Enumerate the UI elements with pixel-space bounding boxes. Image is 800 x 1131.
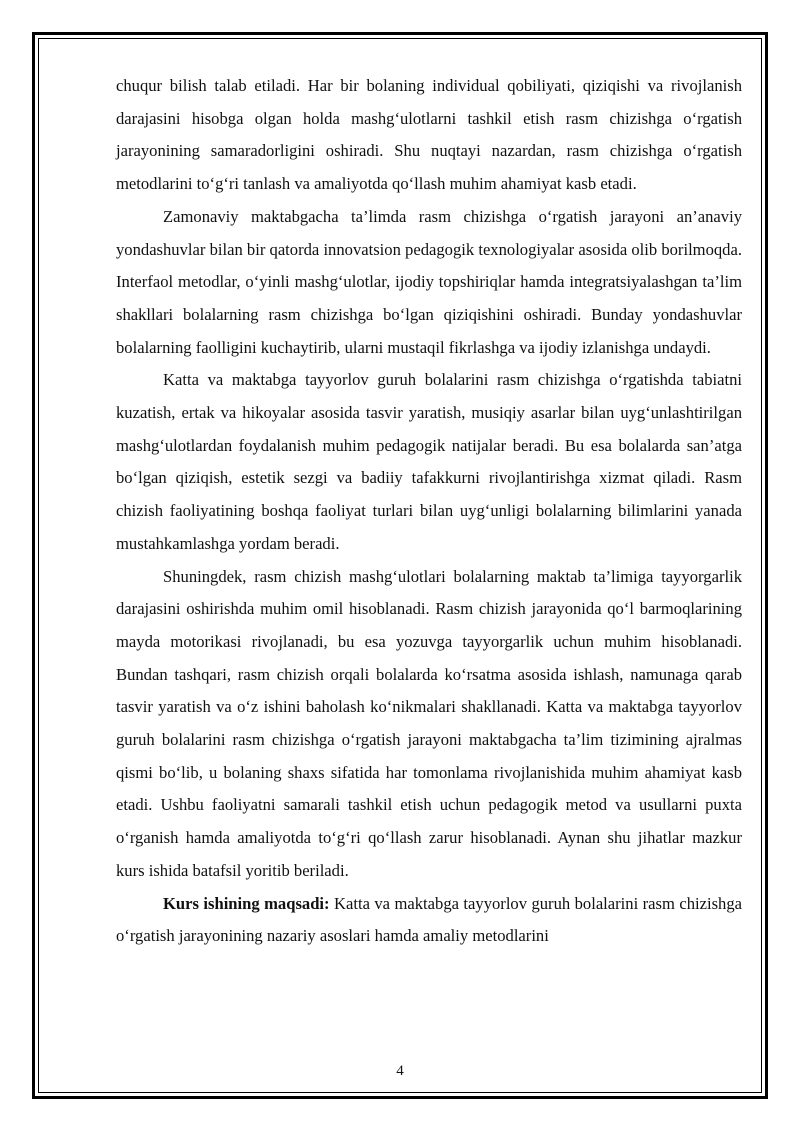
document-body [116,70,742,953]
paragraph-2: Zamonaviy maktabgacha ta’limda rasm chizishga o‘rgatish jarayoni an’anaviy yondashuvlar bilan bir qatorda innovatsion pedagogik texnologiyalar asosida olib borilmoqda. Interfaol metodlar, o‘yinli mashg‘ulotlar, ijodiy topshiriqlar hamda integratsiyalashgan ta’lim shakllari bolalarning rasm chizishga bo‘lgan qiziqishini oshiradi. Bunday yondashuvlar bolalarning faolligini kuchaytirib, ularni mustaqil fikrlashga va ijodiy izlanishga undaydi. [116,206,742,357]
section-lead-label: Kurs ishining maqsadi: [163,893,330,913]
paragraph-3: Katta va maktabga tayyorlov guruh bolalarini rasm chizishga o‘rgatishda tabiatni kuzatish, ertak va hikoyalar asosida tasvir yaratish, musiqiy asarlar bilan uyg‘unlashtirilgan mashg‘ulotlardan foydalanish muhim pedagogik natijalar beradi. Bu esa bolalarda san’atga bo‘lgan qiziqish, estetik sezgi va badiiy tafakkurni rivojlantirishga xizmat qiladi. Rasm chizish faoliyatining boshqa faoliyat turlari bilan uyg‘unligi bolalarning bilimlarini yanada mustahkamlashga yordam beradi. [116,370,742,553]
paragraph-1: chuqur bilish talab etiladi. Har bir bolaning individual qobiliyati, qiziqishi va rivojlanish darajasini hisobga olgan holda mashg‘ulotlarni tashkil etish rasm chizishga o‘rgatish jarayonining samaradorligini oshiradi. Shu nuqtayi nazardan, rasm chizishga o‘rgatish metodlarini to‘g‘ri tanlash va amaliyotda qo‘llash muhim ahamiyat kasb etadi. [116,76,742,194]
paragraph-4: Shuningdek, rasm chizish mashg‘ulotlari bolalarning maktab ta’limiga tayyorgarlik darajasini oshirishda muhim omil hisoblanadi. Rasm chizish jarayonida qo‘l barmoqlarining mayda motorikasi rivojlanadi, bu esa yozuvga tayyorgarlik uchun muhim hisoblanadi. Bundan tashqari, rasm chizish orqali bolalarda ko‘rsatma asosida ishlash, namunaga qarab tasvir yaratish va o‘z ishini baholash ko‘nikmalari shakllanadi. Katta va maktabga tayyorlov guruh bolalarini rasm chizishga o‘rgatish jarayoni maktabgacha ta’lim tizimining ajralmas qismi bo‘lib, u bolaning shaxs sifatida har tomonlama rivojlanishida muhim ahamiyat kasb etadi. Ushbu faoliyatni samarali tashkil etish uchun pedagogik metod va usullarni puxta o‘rganish hamda amaliyotda to‘g‘ri qo‘llash zarur hisoblanadi. Aynan shu jihatlar mazkur kurs ishida batafsil yoritib beriladi. [116,566,742,880]
page-number: 4 [396,1063,404,1079]
section-lead-text: Katta va maktabga tayyorlov guruh bolalarini rasm chizishga o‘rgatish jarayonining nazariy asoslari hamda amaliy metodlarini [116,893,742,946]
paragraph-5 [116,888,742,953]
